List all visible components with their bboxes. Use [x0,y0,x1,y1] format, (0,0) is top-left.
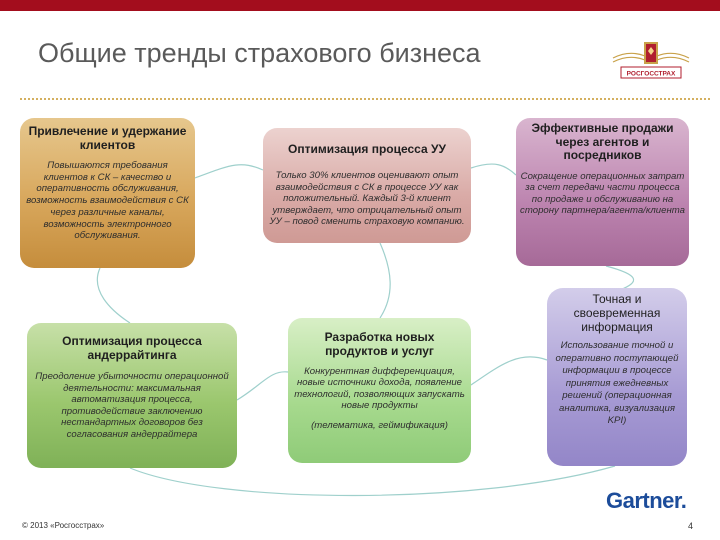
card-body: Преодоление убыточности операционной деятельности: максимальная автоматизация процесса, противодействие заключению нестандартных договоров без согласования андеррайтера [35,371,229,440]
card-body: Только 30% клиентов оценивают опыт взаимодействия с СК в процессе УУ как положительный. Каждый 3-й клиент утверждает, что отрицательный опыт УУ – повод сменить страховую компанию. [269,170,465,228]
card-heading: Точная и своевременная информация [573,292,661,334]
card-heading: Разработка новых продуктов и услуг [324,330,435,358]
card-body-note: (телематика, геймификация) [311,419,448,431]
card-body: Конкурентная дифференциация, новые источники дохода, появление технологий, позволяющих запускать новые продукты [294,366,465,412]
logo-text: РОСГОССТРАХ [626,70,676,78]
card-body: Повышаются требования клиентов к СК – качество и оперативность обслуживания, возможность взаимодействия с СК через различные каналы, возможность электронного обслуживания. [26,160,189,242]
copyright-text: © 2013 «Росгосстрах» [22,521,105,530]
card-loss-settlement [263,128,471,243]
card-underwriting [27,323,237,468]
card-new-products [288,318,471,463]
card-agent-sales [516,118,689,266]
page-number: 4 [688,521,694,531]
card-body: Использование точной и оперативно поступающей информации в процессе принятия ежедневных решений (операционная аналитика, визуализация KPI) [555,340,679,426]
card-client-retention [20,118,195,268]
card-accurate-information [547,288,687,466]
card-body: Сокращение операционных затрат за счет передачи части процесса по продаже и обслуживанию на сторону партнера/агента/клиента [520,170,685,216]
card-heading: Оптимизация процесса андеррайтинга [62,334,202,362]
gartner-logo: Gartner. [606,488,687,513]
card-heading: Привлечение и удержание клиентов [28,124,187,152]
card-heading: Эффективные продажи через агентов и посредников [531,121,674,162]
slide-title: Общие тренды страхового бизнеса [38,38,481,68]
card-heading: Оптимизация процесса УУ [288,142,446,156]
